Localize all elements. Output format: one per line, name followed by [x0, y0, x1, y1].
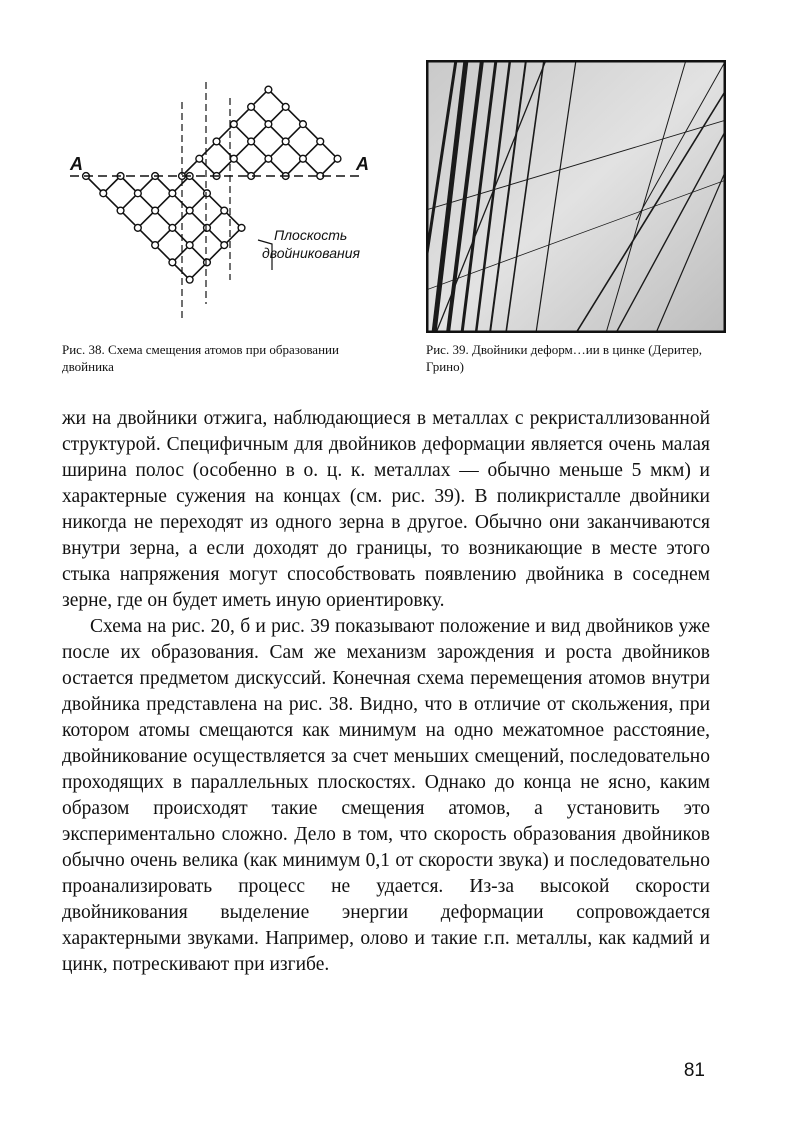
- atom-node: [204, 190, 211, 197]
- atom-node: [152, 207, 159, 214]
- atom-node: [213, 138, 220, 145]
- figure-39-caption: Рис. 39. Двойники деформ…ии в цинке (Деритер, Грино): [426, 342, 702, 374]
- atom-node: [230, 121, 237, 128]
- atom-node: [282, 103, 289, 110]
- figure-38-caption: Рис. 38. Схема смещения атомов при образовании двойника: [62, 342, 339, 374]
- atom-node: [300, 155, 307, 162]
- plane-label-line1: Плоскость: [274, 227, 348, 243]
- atom-node: [221, 242, 228, 249]
- atom-node: [186, 276, 193, 283]
- atom-node: [186, 207, 193, 214]
- plane-label-line2: двойникования: [262, 245, 360, 261]
- atom-node: [169, 224, 176, 231]
- atom-node: [152, 242, 159, 249]
- page-number: 81: [683, 1060, 705, 1081]
- atom-node: [100, 190, 107, 197]
- atom-node: [134, 224, 141, 231]
- figure-39-micrograph: [426, 60, 726, 333]
- atom-node: [248, 138, 255, 145]
- paragraph-2: Схема на рис. 20, б и рис. 39 показывают положение и вид двойников уже после их образования. Сам же механизм зарождения и роста двойников остается предметом дискуссий. Конечная схема перемещения атомов внутри двойника представлена на рис. 38. Видно, что в отличие от скольжения, при котором атомы смещаются как минимум на одно межатомное расстояние, двойникование осуществляется за счет меньших смещений, последовательно проходящих в параллельных плоскостях. Однако до конца не ясно, каким образом происходят такие смещения атомов, а установить это экспериментально сложно. Дело в том, что скорость образования двойников обычно очень велика (как минимум 0,1 от скорости звука) и последовательно проанализировать процесс не удается. Из-за высокой скорости двойникования выделение энергии деформации сопровождается характерными звуками. Например, олово и такие г.п. металлы, как кадмий и цинк, потрескивают при изгибе.: [62, 616, 710, 975]
- label-a-left: А: [70, 154, 83, 174]
- atom-node: [169, 259, 176, 266]
- atom-node: [265, 86, 272, 93]
- atom-node: [238, 224, 245, 231]
- atom-node: [221, 207, 228, 214]
- body-text: [62, 406, 710, 978]
- atom-node: [265, 121, 272, 128]
- label-a-right: А: [356, 154, 369, 174]
- atom-node: [186, 242, 193, 249]
- atom-node: [248, 103, 255, 110]
- atom-node: [169, 190, 176, 197]
- atom-node: [317, 138, 324, 145]
- atom-node: [230, 155, 237, 162]
- atom-node: [300, 121, 307, 128]
- atom-node: [134, 190, 141, 197]
- atom-node: [204, 224, 211, 231]
- figure-38-diagram: [62, 72, 382, 334]
- atom-node: [196, 155, 203, 162]
- paragraph-1: жи на двойники отжига, наблюдающиеся в металлах с рекристаллизованной структурой. Специфичным для двойников деформации является очень малая ширина полос (особенно в о. ц. к. металлах — обычно меньше 5 мкм) и характерные сужения на концах (см. рис. 39). В поликристалле двойники никогда не переходят из одного зерна в другое. Обычно они заканчиваются внутри зерна, а если доходят до границы, то возникающие в месте этого стыка напряжения могут способствовать появлению двойника в соседнем зерне, где он будет иметь иную ориентировку.: [62, 408, 710, 611]
- atom-node: [117, 207, 124, 214]
- atom-node: [334, 155, 341, 162]
- atom-node: [282, 138, 289, 145]
- atom-node: [265, 155, 272, 162]
- atom-node: [204, 259, 211, 266]
